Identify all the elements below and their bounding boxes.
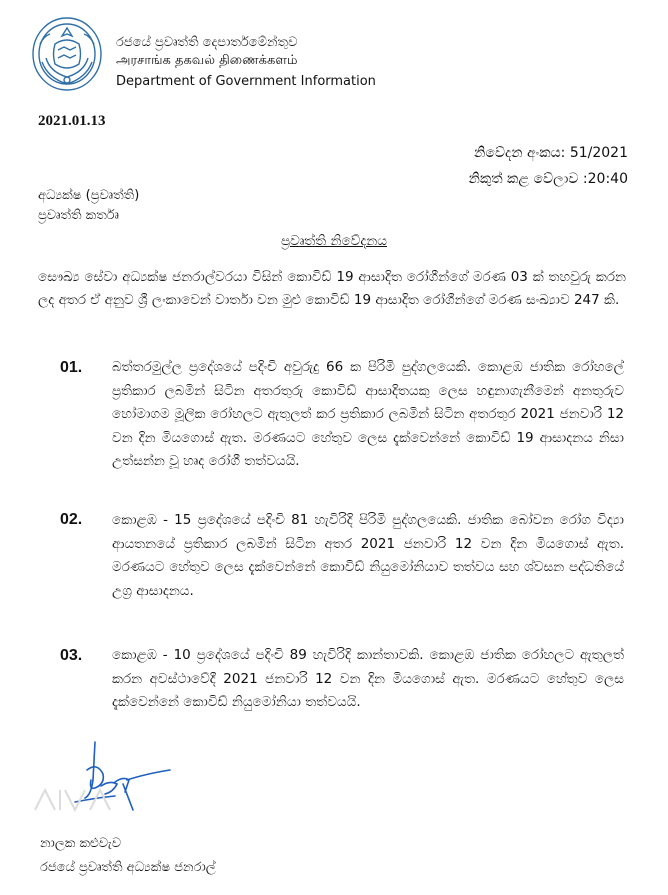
government-seal-icon [28, 14, 106, 94]
document-title [0, 233, 668, 249]
intro-paragraph: සෞඛ්‍ය සේවා අධ්‍යක්ෂ ජනරාල්වරයා විසින් කොවිඩ් 19 ආසාදිත රෝගීන්ගේ මරණ 03 ක් තහවුරු කරන ලද අතර ඒ අනුව ශ්‍රී ලංකාවෙන් වාර්තා වන මුළු කොවිඩ් 19 ආසාදිත රෝගීන්ගේ මරණ සංඛ්‍යාව 247 කි. [38, 269, 626, 308]
org-name-sinhala: රජයේ ප්‍රවෘත්ති දෙපාර්තමේන්තුව [116, 35, 298, 50]
signatory-name: නාලක කළුවැව [40, 836, 122, 851]
item-text: බත්තරමුල්ල ප්‍රදේශයේ පදිංචි අවුරුදු 66 ක පිරිමි පුද්ගලයෙකි. කොළඹ ජාතික රෝහලේ ප්‍රතිකාර ලබමින් සිටින අතරතුරු කොවිඩ් ආසාදිතයකු ලෙස හඳුනාගැනීමෙන් අනතුරුව හෝමාගම මූලික රෝහලට ඇතුලත් කර ප්‍රතිකාර ලබමින් සිටින අතරතුර 2021 ජනවාරි 12 වන දින මියගොස් ඇත. මරණයට හේතුව ලෙස දැක්වෙන්නේ කොවිඩ් 19 ආසාදනය නිසා උත්සන්න වූ හෘද රෝගී තත්වයයි. [112, 359, 624, 470]
org-name-english: Department of Government Information [116, 74, 376, 89]
release-time: නිකුත් කළ වේලාව :20:40 [468, 171, 628, 187]
watermark-icon [30, 780, 160, 820]
addressee-line-1: අධ්‍යක්ෂ (ප්‍රවෘත්ති) [38, 188, 140, 203]
release-number: නිවේදන අංකය: 51/2021 [474, 145, 628, 161]
org-name-tamil: அரசாங்க தகவல் திணைக்களம் [116, 53, 298, 68]
item-text: කොළඹ - 10 ප්‍රදේශයේ පදිංචි 89 හැවිරිදි කාන්තාවකි. කොළඹ ජාතික රෝහලට ඇතුලත් කරන අවස්ථාවේදී 2021 ජනවාරි 12 වන දින මියගොස් ඇත. මරණයට හේතුව ලෙස දැක්වෙන්නේ කොවිඩ් නියුමෝනියා තත්වයයි. [112, 647, 624, 711]
document-title-text: ප්‍රවෘත්ති නිවේදනය [280, 233, 388, 249]
item-number: 01. [60, 359, 83, 376]
item-number: 03. [60, 647, 83, 664]
item-text: කොළඹ - 15 ප්‍රදේශයේ පදිංචි 81 හැවිරිදි පිරිමි පුද්ගලයෙකි. ජාතික බෝවන රෝග විද්‍යා ආයතනයේ ප්‍රතිකාර ලබමින් සිටින අතර 2021 ජනවාරි 12 වන දින මියගොස් ඇත. මරණයට හේතුව ලෙස දැක්වෙන්නේ කොවිඩ් නියුමෝනියාව තත්වය සහ ශ්වසන පද්ධතියේ උග්‍ර ආසාදනය. [112, 512, 624, 599]
signatory-designation: රජයේ ප්‍රවෘත්ති අධ්‍යක්ෂ ජනරාල් [40, 860, 216, 875]
release-date: 2021.01.13 [38, 113, 106, 129]
addressee-line-2: ප්‍රවෘත්ති කර්තෘ [38, 208, 119, 223]
item-number: 02. [60, 511, 83, 528]
